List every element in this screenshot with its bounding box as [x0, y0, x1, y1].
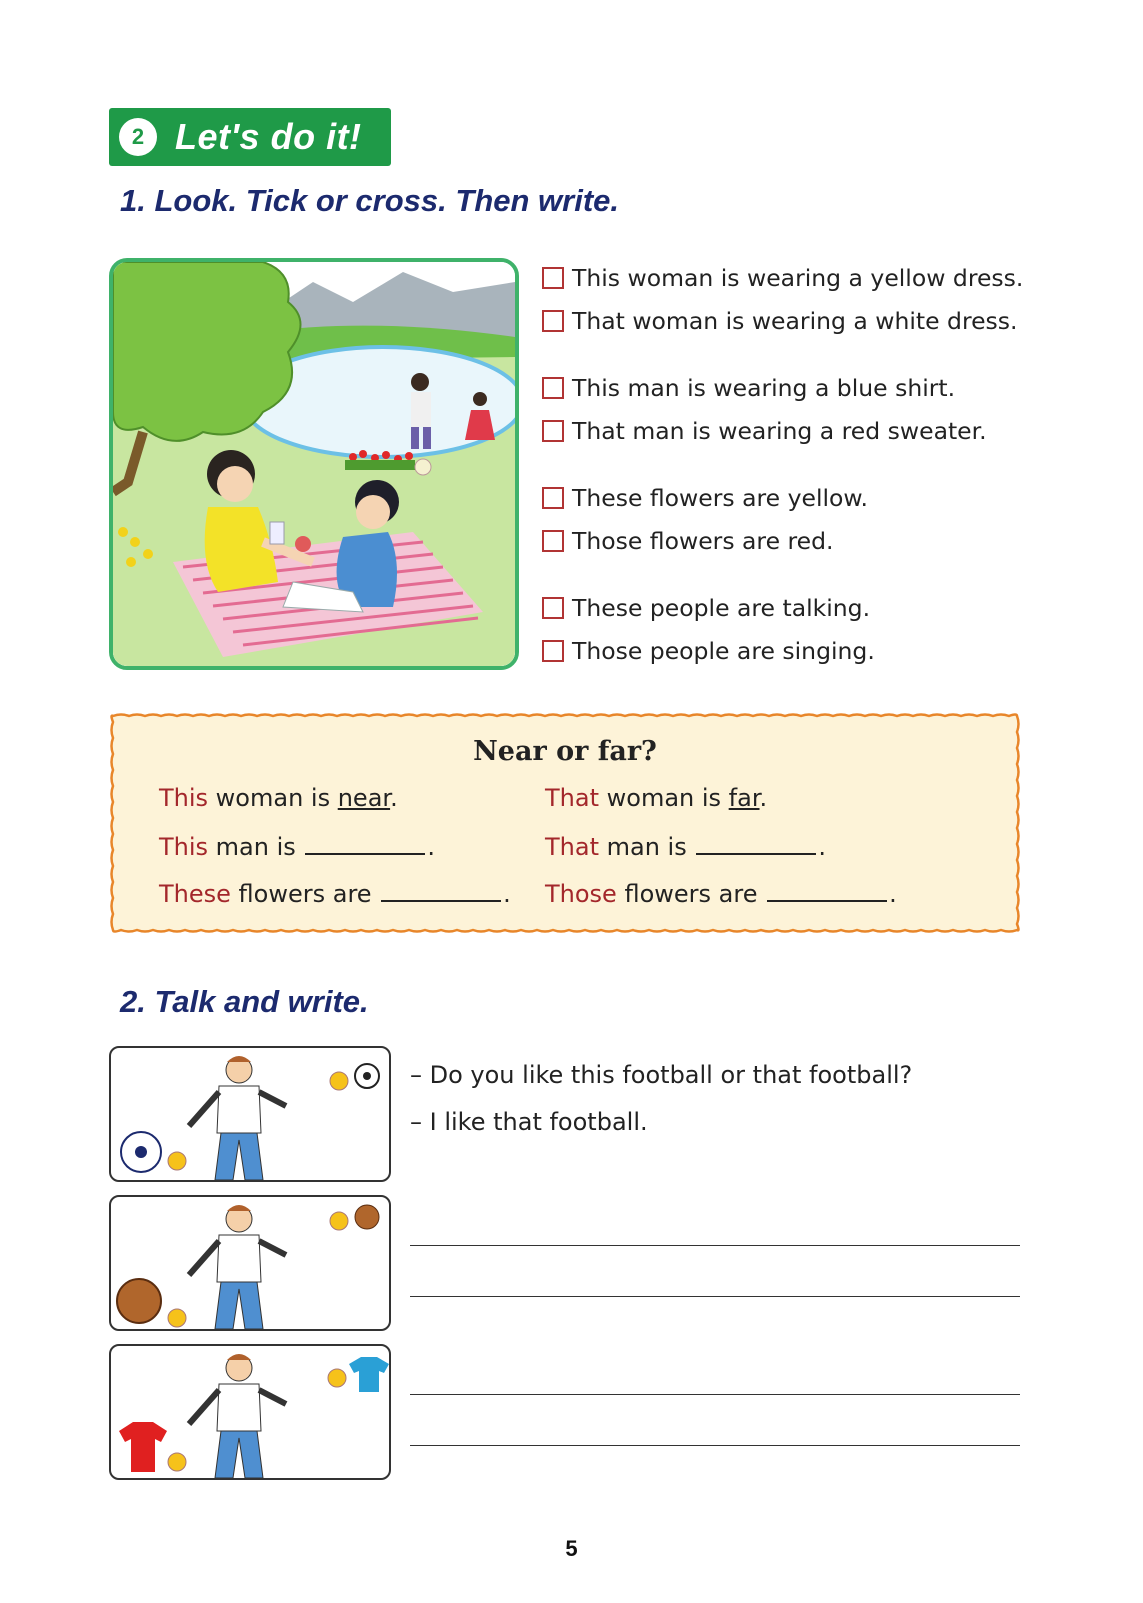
demonstrative: That	[545, 784, 599, 812]
statement-item	[542, 409, 1122, 452]
near-far-sentence: Those flowers are .	[545, 880, 897, 908]
statement-item	[542, 366, 1122, 409]
writing-line[interactable]	[410, 1394, 1020, 1395]
tick-statement-list	[542, 256, 1122, 672]
talk-panel-basketball	[109, 1195, 391, 1331]
statement-text: Those flowers are red.	[572, 526, 834, 555]
section-number: 2	[119, 118, 157, 156]
demonstrative: That	[545, 833, 599, 861]
statement-text: This man is wearing a blue shirt.	[572, 373, 956, 402]
statement-text: This woman is wearing a yellow dress.	[572, 263, 1024, 292]
answer-blank[interactable]	[381, 878, 501, 902]
near-far-sentence: This man is .	[159, 833, 436, 861]
demonstrative: This	[159, 784, 209, 812]
answer-blank[interactable]	[305, 831, 425, 855]
near-far-sentence: This woman is near.	[159, 784, 398, 812]
statement-text: That woman is wearing a white dress.	[572, 306, 1018, 335]
near-far-sentence: That man is .	[545, 833, 826, 861]
statement-item	[542, 629, 1122, 672]
picnic-scene-illustration	[113, 262, 515, 666]
statement-text: These people are talking.	[572, 593, 871, 622]
tick-checkbox[interactable]	[542, 310, 564, 332]
answer-blank[interactable]	[696, 831, 816, 855]
talk-panel-tshirt	[109, 1344, 391, 1480]
section-header-badge	[109, 108, 391, 166]
boy-football-illustration	[111, 1048, 389, 1180]
picnic-picture	[109, 258, 519, 670]
exercise-1-title: 1. Look. Tick or cross. Then write.	[120, 183, 620, 218]
statement-item	[542, 256, 1122, 299]
writing-line[interactable]	[410, 1296, 1020, 1297]
answer-far: far	[728, 784, 760, 812]
near-or-far-box	[109, 712, 1021, 934]
demonstrative: These	[159, 880, 231, 908]
boy-tshirt-illustration	[111, 1346, 389, 1478]
statement-text: That man is wearing a red sweater.	[572, 416, 987, 445]
statement-item	[542, 476, 1122, 519]
writing-line[interactable]	[410, 1245, 1020, 1246]
tick-checkbox[interactable]	[542, 267, 564, 289]
tick-checkbox[interactable]	[542, 530, 564, 552]
exercise-2-title: 2. Talk and write.	[120, 984, 369, 1019]
dialogue-line: – Do you like this football or that football?	[410, 1061, 913, 1089]
near-far-sentence: That woman is far.	[545, 784, 768, 812]
demonstrative: Those	[545, 880, 617, 908]
writing-line[interactable]	[410, 1445, 1020, 1446]
statement-item	[542, 519, 1122, 562]
dialogue-line: – I like that football.	[410, 1108, 648, 1136]
section-title: Let's do it!	[175, 116, 362, 157]
page-number: 5	[565, 1536, 578, 1561]
tick-checkbox[interactable]	[542, 487, 564, 509]
statement-item	[542, 586, 1122, 629]
boy-basketball-illustration	[111, 1197, 389, 1329]
statement-item	[542, 299, 1122, 342]
tick-checkbox[interactable]	[542, 597, 564, 619]
statement-text: These flowers are yellow.	[572, 483, 868, 512]
statement-text: Those people are singing.	[572, 636, 875, 665]
talk-panel-football	[109, 1046, 391, 1182]
near-far-sentence: These flowers are .	[159, 880, 511, 908]
answer-blank[interactable]	[767, 878, 887, 902]
tick-checkbox[interactable]	[542, 420, 564, 442]
tick-checkbox[interactable]	[542, 640, 564, 662]
demonstrative: This	[159, 833, 209, 861]
answer-near: near	[337, 784, 391, 812]
tick-checkbox[interactable]	[542, 377, 564, 399]
near-far-title: Near or far?	[473, 736, 657, 767]
